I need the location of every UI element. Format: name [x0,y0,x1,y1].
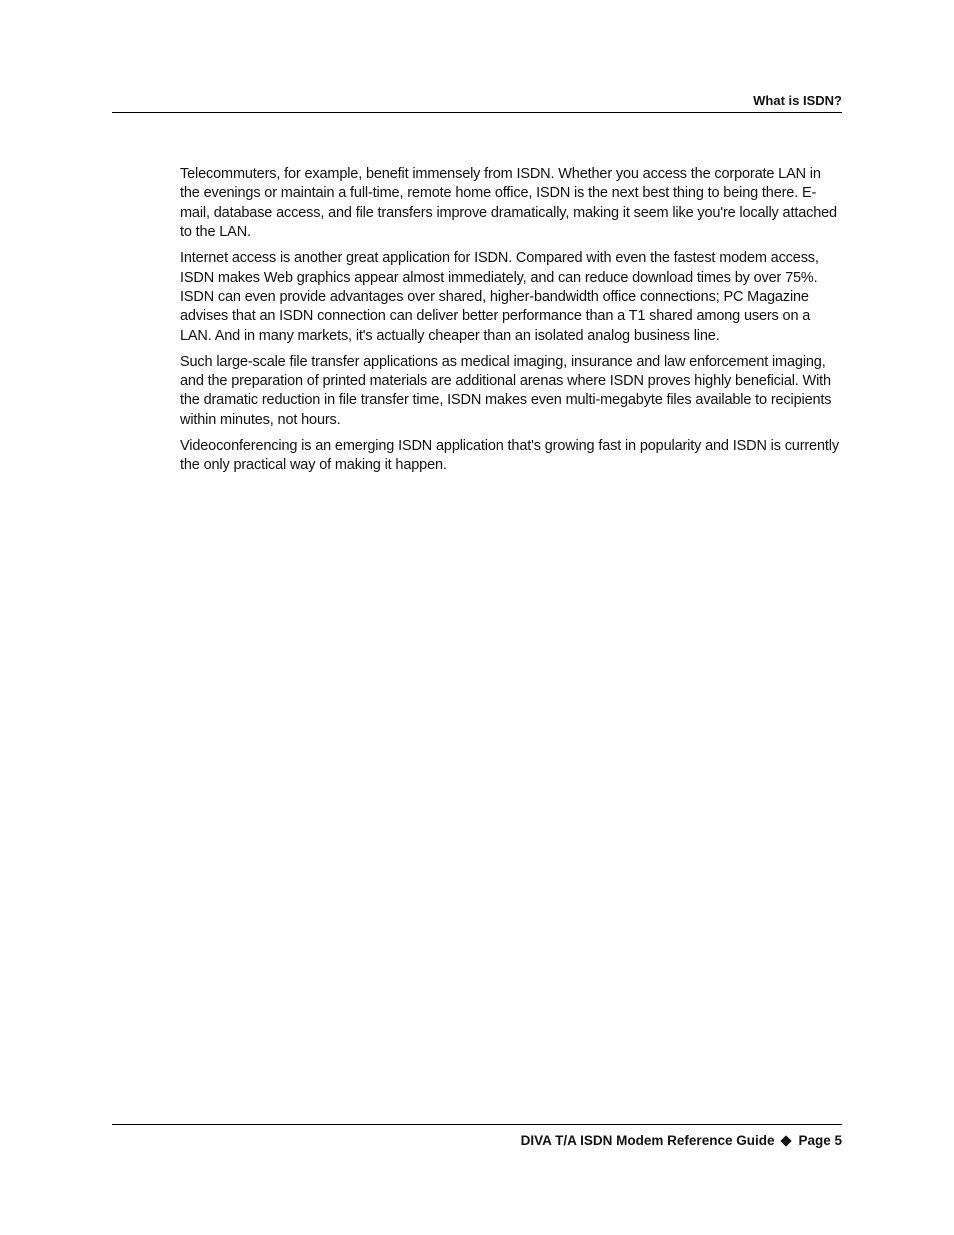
paragraph-file-transfer: Such large-scale file transfer applications as medical imaging, insurance and law enforcement imaging, and the preparation of printed materials are additional arenas where ISDN proves highly beneficial. With the dramatic reduction in file transfer time, ISDN makes even multi-megabyte files available to recipients within minutes, not hours. [180,353,832,428]
paragraph-internet-access: Internet access is another great application for ISDN. Compared with even the fastest modem access, ISDN makes Web graphics appear almost immediately, and can reduce download times by over 75%. ISDN can even provide advantages over shared, higher-bandwidth office connections; PC Magazine advises that an ISDN connection can deliver better performance than a T1 shared among users on a LAN. And in many markets, it's actually cheaper than an isolated analog business line. [180,250,819,344]
header-rule [112,112,842,113]
footer-rule [112,1124,842,1125]
body-text [180,165,844,482]
running-header [112,92,842,109]
page-number: Page 5 [798,1133,842,1148]
paragraph-telecommuters: Telecommuters, for example, benefit immensely from ISDN. Whether you access the corporate LAN in the evenings or maintain a full-time, remote home office, ISDN is the next best thing to being there. E-mail, database access, and file transfers improve dramatically, making it seem like you're locally attached to the LAN. [180,166,837,241]
section-title: What is ISDN? [753,93,842,108]
running-footer [112,1132,842,1150]
paragraph-videoconferencing: Videoconferencing is an emerging ISDN application that's growing fast in popularity and ISDN is currently the only practical way of making it happen. [180,437,839,474]
diamond-icon [781,1135,792,1146]
guide-title: DIVA T/A ISDN Modem Reference Guide [520,1133,775,1148]
